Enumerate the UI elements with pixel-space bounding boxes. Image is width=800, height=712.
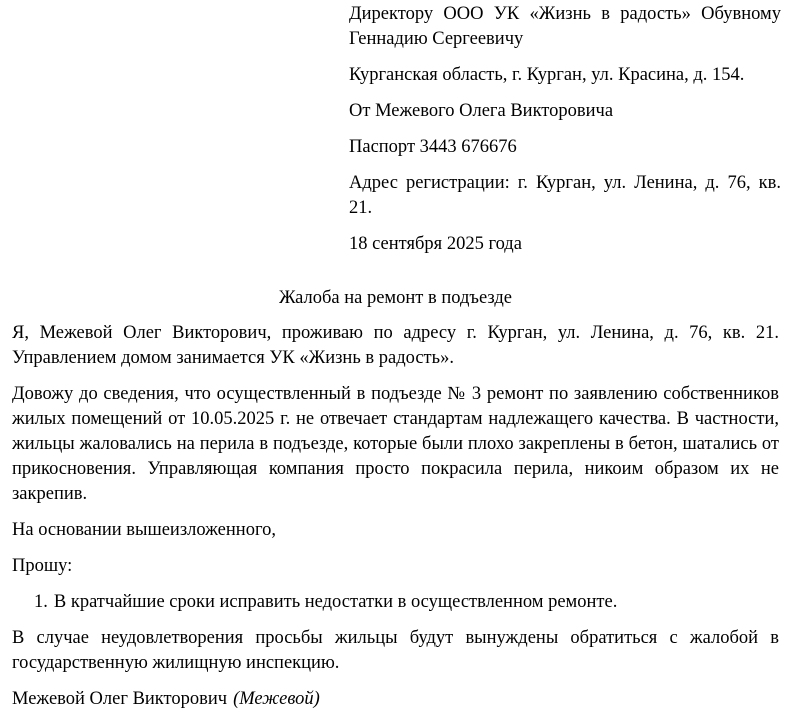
- sender: От Межевого Олега Викторовича: [349, 101, 614, 121]
- handwritten-signature: (Межевой): [233, 689, 320, 709]
- document-page: [12, 0, 779, 708]
- signature-line: [12, 687, 779, 712]
- addressee-address: Курганская область, г. Курган, ул. Красина, д. 154.: [349, 65, 745, 85]
- complaint-paragraph: Довожу до сведения, что осуществленный в подъезде № 3 ремонт по заявлению собственников жилых помещений от 10.05.2025 г. не отвечает стандартам надлежащего качества. В частности, жильцы жаловались на перила в подъезде, которые были плохо закреплены в бетон, шатались от прикосновения. Управляющая компания просто покрасила перила, никоим образом их не закрепив.: [12, 384, 779, 504]
- addressee: Директору ООО УК «Жизнь в радость» Обувному Геннадию Сергеевичу: [349, 4, 781, 49]
- document-title: Жалоба на ремонт в подъезде: [279, 288, 512, 308]
- basis-paragraph: На основании вышеизложенного,: [12, 520, 276, 540]
- list-item: [12, 590, 779, 615]
- list-item-text: В кратчайшие сроки исправить недостатки в осуществленном ремонте.: [53, 592, 618, 612]
- letter-header: [349, 2, 781, 257]
- signer-name: Межевой Олег Викторович: [12, 689, 228, 709]
- request-heading: Прошу:: [12, 556, 73, 576]
- letter-date: 18 сентября 2025 года: [349, 234, 522, 254]
- passport: Паспорт 3443 676676: [349, 137, 517, 157]
- list-item-number: 1.: [34, 592, 48, 612]
- request-list: [12, 590, 779, 615]
- warning-paragraph: В случае неудовлетворения просьбы жильцы будут вынуждены обратиться с жалобой в государственную жилищную инспекцию.: [12, 628, 779, 673]
- letter-body: [12, 321, 779, 712]
- registration-address: Адрес регистрации: г. Курган, ул. Ленина, д. 76, кв. 21.: [349, 173, 781, 218]
- intro-paragraph: Я, Межевой Олег Викторович, проживаю по адресу г. Курган, ул. Ленина, д. 76, кв. 21. Управлением домом занимается УК «Жизнь в радость».: [12, 323, 779, 368]
